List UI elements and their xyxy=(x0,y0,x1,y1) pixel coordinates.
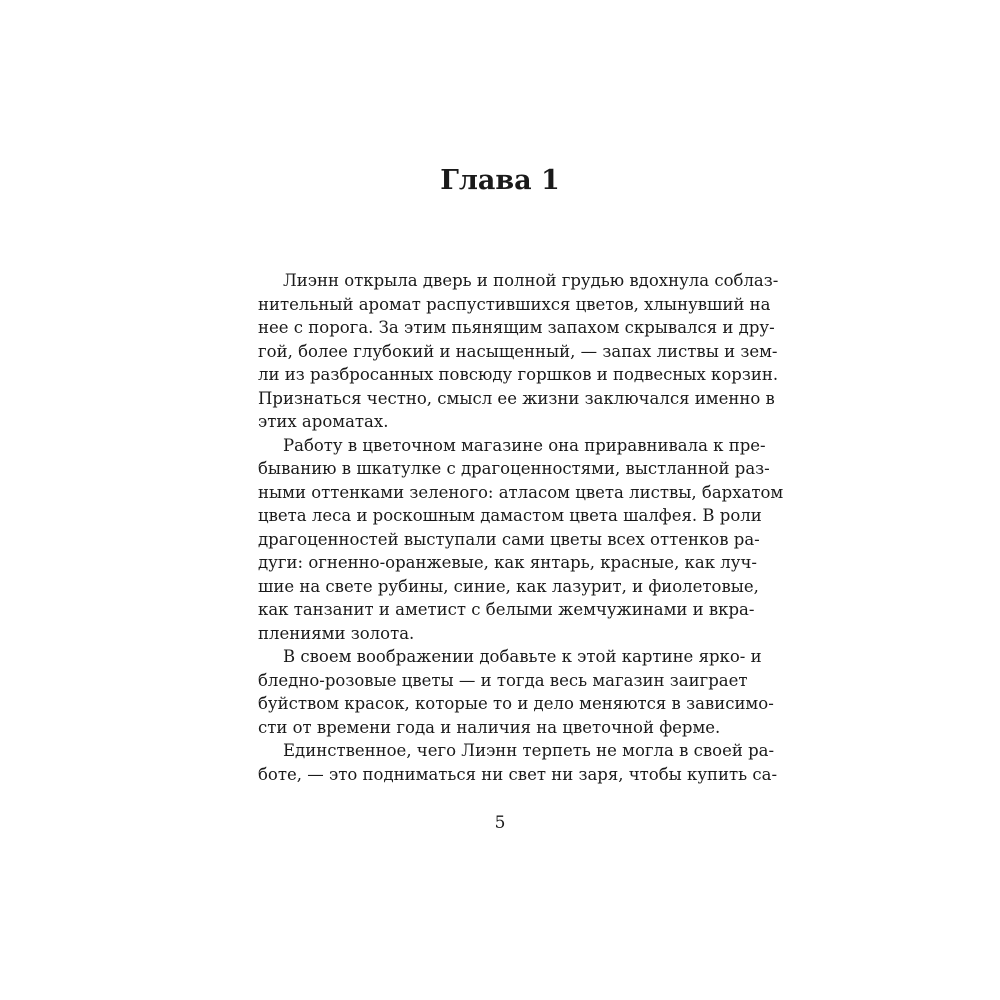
text-line: сти от времени года и наличия на цветочной ферме. xyxy=(258,717,721,737)
text-line: этих ароматах. xyxy=(258,412,389,431)
body-text xyxy=(258,269,784,786)
text-line: нее с порога. За этим пьянящим запахом скрывался и дру- xyxy=(258,318,775,337)
page-number: 5 xyxy=(494,813,506,833)
text-line: шие на свете рубины, синие, как лазурит, и фиолетовые, xyxy=(258,576,759,596)
text-line: боте, — это подниматься ни свет ни заря, чтобы купить са- xyxy=(258,764,778,784)
text-line: гой, более глубокий и насыщенный, — запах листвы и зем- xyxy=(258,341,778,361)
chapter-title: Глава 1 xyxy=(440,165,560,196)
text-line: цвета леса и роскошным дамастом цвета шалфея. В роли xyxy=(258,506,762,525)
text-line: ли из разбросанных повсюду горшков и подвесных корзин. xyxy=(258,365,779,384)
text-line: драгоценностей выступали сами цветы всех оттенков ра- xyxy=(258,529,760,549)
text-line: бледно-розовые цветы — и тогда весь магазин заиграет xyxy=(258,670,748,690)
text-line: плениями золота. xyxy=(258,623,415,643)
text-line: В своем воображении добавьте к этой картине ярко- и xyxy=(283,647,762,666)
text-line: ными оттенками зеленого: атласом цвета листвы, бархатом xyxy=(258,482,784,502)
text-line: Лиэнн открыла дверь и полной грудью вдохнула соблаз- xyxy=(283,271,779,290)
text-line: Признаться честно, смысл ее жизни заключался именно в xyxy=(258,388,775,408)
text-line: дуги: огненно-оранжевые, как янтарь, красные, как луч- xyxy=(258,553,757,572)
text-line: буйством красок, которые то и дело меняются в зависимо- xyxy=(258,694,774,713)
text-line: нительный аромат распустившихся цветов, хлынувший на xyxy=(258,294,771,314)
text-line: как танзанит и аметист с белыми жемчужинами и вкра- xyxy=(258,600,755,619)
text-line: Работу в цветочном магазине она приравнивала к пре- xyxy=(283,435,766,455)
text-line: быванию в шкатулке с драгоценностями, выстланной раз- xyxy=(258,459,770,478)
text-line: Единственное, чего Лиэнн терпеть не могла в своей ра- xyxy=(283,741,775,760)
